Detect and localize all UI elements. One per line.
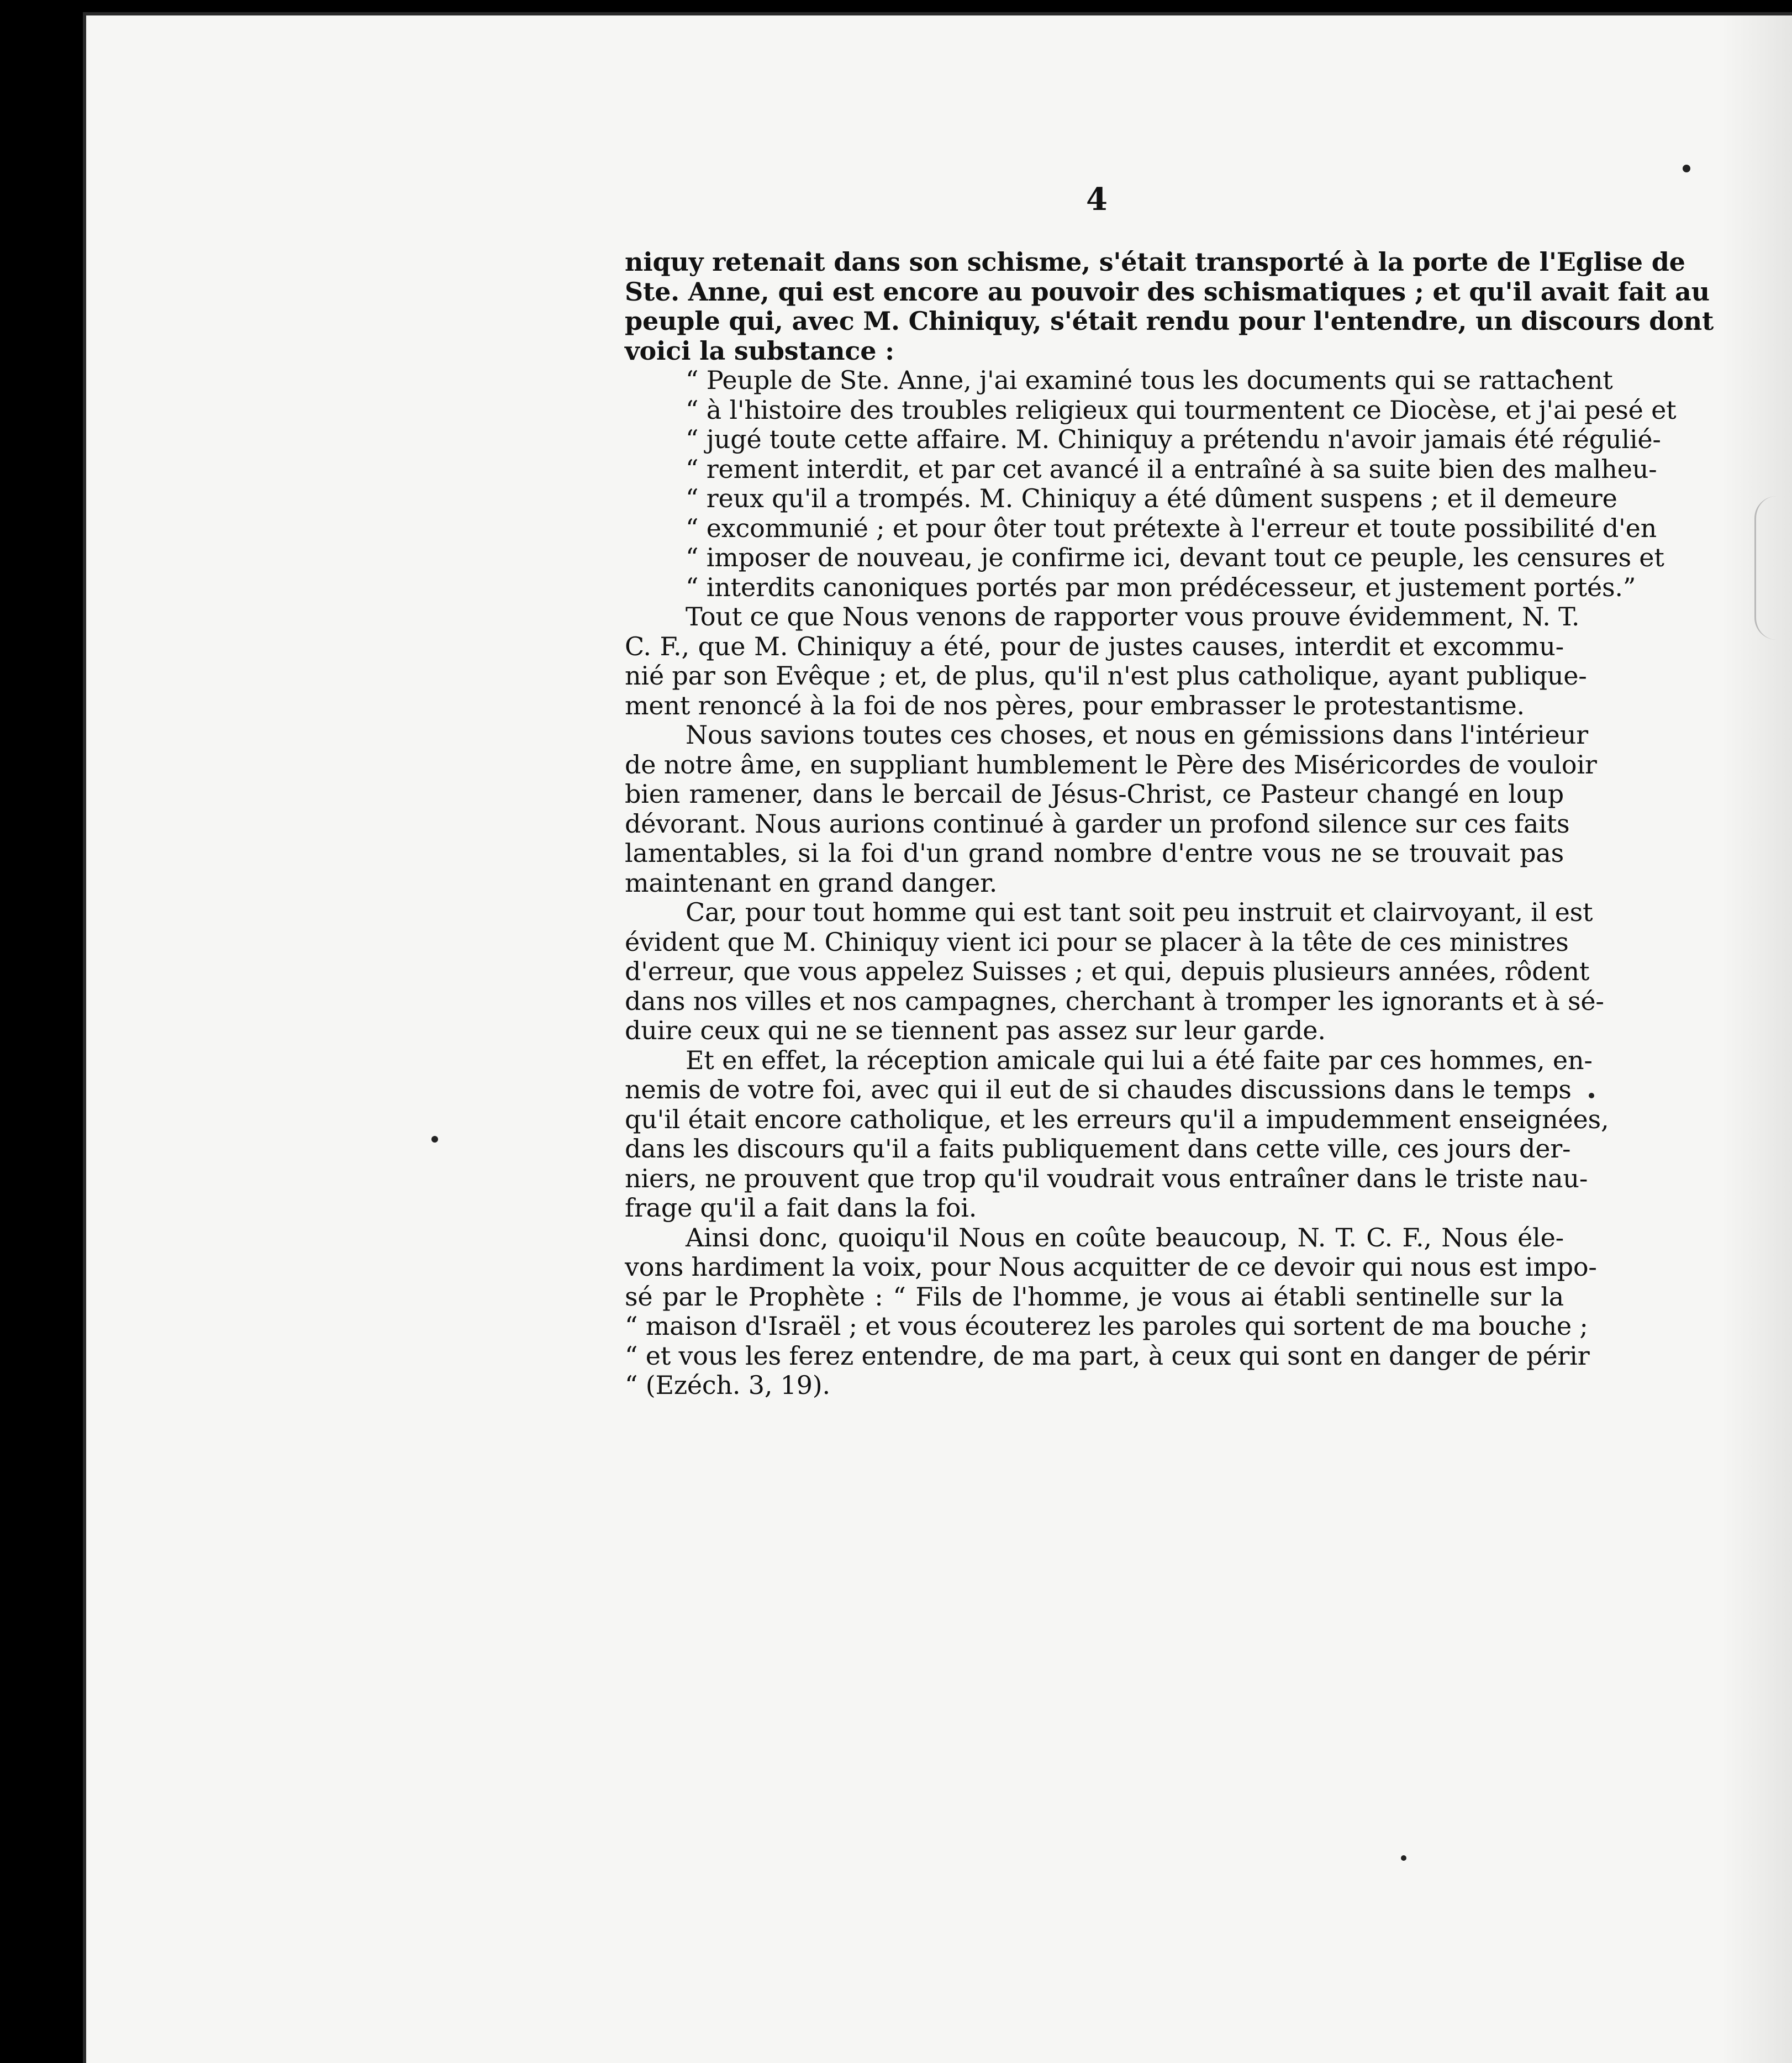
text-line: vons hardiment la voix, pour Nous acquitter de ce devoir qui nous est impo- <box>625 1252 1597 1282</box>
margin-pencil-mark <box>1754 496 1789 640</box>
text-line: “ jugé toute cette affaire. M. Chiniquy a prétendu n'avoir jamais été régulié- <box>686 424 1661 454</box>
text-line: “ imposer de nouveau, je confirme ici, devant tout ce peuple, les censures et <box>686 543 1664 572</box>
text-line: bien ramener, dans le bercail de Jésus-Christ, ce Pasteur changé en loup <box>625 779 1564 809</box>
text-line: dans les discours qu'il a faits publiquement dans cette ville, ces jours der- <box>625 1134 1571 1164</box>
text-line: “ interdits canoniques portés par mon prédécesseur, et justement portés.” <box>686 572 1636 602</box>
text-line: Tout ce que Nous venons de rapporter vous prouve évidemment, N. T. <box>686 602 1580 631</box>
text-line: nié par son Evêque ; et, de plus, qu'il n'est plus catholique, ayant publique- <box>625 661 1587 691</box>
text-line: dévorant. Nous aurions continué à garder un profond silence sur ces faits <box>625 808 1570 839</box>
text-line: voici la substance : <box>625 335 894 366</box>
speck <box>1683 165 1690 172</box>
text-line: “ excommunié ; et pour ôter tout prétexte à l'erreur et toute possibilité d'en <box>686 513 1657 543</box>
text-line: duire ceux qui ne se tiennent pas assez sur leur garde. <box>625 1015 1326 1045</box>
text-line: ment renoncé à la foi de nos pères, pour embrasser le protestantisme. <box>625 690 1525 720</box>
text-line: “ Peuple de Ste. Anne, j'ai examiné tous les documents qui se rattachent <box>686 365 1613 395</box>
text-line: Ainsi donc, quoiqu'il Nous en coûte beaucoup, N. T. C. F., Nous éle- <box>686 1222 1564 1252</box>
scanned-page <box>83 12 1792 2063</box>
text-line: qu'il était encore catholique, et les erreurs qu'il a impudemment enseignées, <box>625 1104 1609 1134</box>
text-line: frage qu'il a fait dans la foi. <box>625 1193 977 1223</box>
text-line: Et en effet, la réception amicale qui lui a été faite par ces hommes, en- <box>686 1045 1593 1075</box>
text-line: Nous savions toutes ces choses, et nous en gémissions dans l'intérieur <box>686 720 1588 750</box>
text-line: peuple qui, avec M. Chiniquy, s'était rendu pour l'entendre, un discours dont <box>625 306 1714 336</box>
text-line: niquy retenait dans son schisme, s'était transporté à la porte de l'Eglise de <box>625 247 1685 277</box>
text-line: “ (Ezéch. 3, 19). <box>625 1370 830 1400</box>
text-line: “ reux qu'il a trompés. M. Chiniquy a été dûment suspens ; et il demeure <box>686 483 1617 513</box>
page-number: 4 <box>1086 181 1108 218</box>
text-line: Car, pour tout homme qui est tant soit peu instruit et clairvoyant, il est <box>686 897 1593 927</box>
text-line: “ et vous les ferez entendre, de ma part, à ceux qui sont en danger de périr <box>625 1340 1590 1371</box>
body-text <box>625 247 1714 1401</box>
text-line: Ste. Anne, qui est encore au pouvoir des schismatiques ; et qu'il avait fait au <box>625 276 1710 307</box>
text-line: niers, ne prouvent que trop qu'il voudrait vous entraîner dans le triste nau- <box>625 1163 1588 1193</box>
speck <box>1589 1093 1594 1098</box>
text-line: “ maison d'Israël ; et vous écouterez les paroles qui sortent de ma bouche ; <box>625 1311 1588 1341</box>
speck <box>431 1136 438 1143</box>
text-line: lamentables, si la foi d'un grand nombre d'entre vous ne se trouvait pas <box>625 838 1564 868</box>
text-line: C. F., que M. Chiniquy a été, pour de justes causes, interdit et excommu- <box>625 631 1564 661</box>
text-line: évident que M. Chiniquy vient ici pour se placer à la tête de ces ministres <box>625 927 1569 957</box>
text-line: “ rement interdit, et par cet avancé il a entraîné à sa suite bien des malheu- <box>686 454 1657 484</box>
text-line: maintenant en grand danger. <box>625 867 998 898</box>
text-line: de notre âme, en suppliant humblement le Père des Miséricordes de vouloir <box>625 749 1597 780</box>
text-line: nemis de votre foi, avec qui il eut de si chaudes discussions dans le temps <box>625 1075 1572 1104</box>
text-line: d'erreur, que vous appelez Suisses ; et qui, depuis plusieurs années, rôdent <box>625 956 1590 986</box>
speck <box>1401 1855 1406 1861</box>
text-line: sé par le Prophète : “ Fils de l'homme, je vous ai établi sentinelle sur la <box>625 1281 1564 1312</box>
text-line: “ à l'histoire des troubles religieux qui tourmentent ce Diocèse, et j'ai pesé et <box>686 394 1677 425</box>
text-line: dans nos villes et nos campagnes, cherchant à tromper les ignorants et à sé- <box>625 986 1604 1016</box>
